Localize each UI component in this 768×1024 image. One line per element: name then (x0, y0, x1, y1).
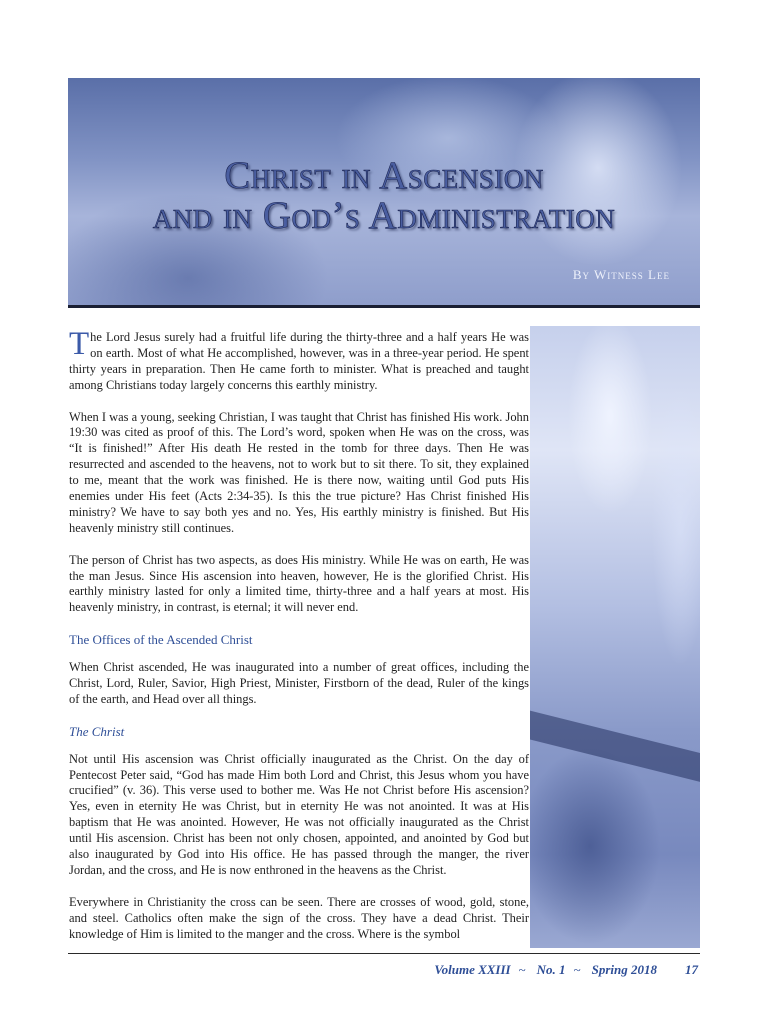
byline: By Witness Lee (572, 267, 670, 282)
section-heading: The Offices of the Ascended Christ (69, 632, 253, 648)
article-title-line1: Christ in Ascension (224, 154, 544, 197)
footer-volume: Volume XXIII (434, 962, 511, 977)
paragraph-5: Not until His ascension was Christ officially inaugurated as the Christ. On the day of Pentecost Peter said, “God has made Him both Lord and Christ, this Jesus whom you have crucified” (v. 36). This verse used to bother me. Was He not Christ before His ascension? Yes, even in eternity He was Christ, but in eternity He was not anointed. It was at His baptism that He was anointed. However, He was not officially inaugurated as the Christ until His ascension. Christ has been not only chosen, appointed, and anointed by God but also inaugurated by God into His office. He has passed through the manger, the river Jordan, and the cross, and He is now enthroned in the heavens as the Christ. (69, 751, 529, 877)
decorative-stripe (530, 707, 700, 792)
article-title-line2: and in God’s Administration (152, 194, 616, 237)
paragraph-1 (69, 326, 529, 394)
footer-season: Spring 2018 (591, 962, 657, 977)
page-footer (431, 962, 698, 978)
footer-rule (68, 953, 700, 954)
paragraph-6: Everywhere in Christianity the cross can be seen. There are crosses of wood, gold, stone, and steel. Catholics often make the sign of the cross. They have a dead Christ. Their knowledge of Him is limited to the manger and the cross. Where is the symbol (69, 894, 529, 941)
page-number: 17 (685, 962, 698, 977)
paragraph-3: The person of Christ has two aspects, as does His ministry. While He was on earth, He was the man Jesus. Since His ascension into heaven, however, He is the glorified Christ. His earthly ministry lasted for only a limited time, thirty-three and a half years at most. His heavenly ministry, in contrast, is eternal; it will never end. (69, 552, 529, 615)
header-banner (68, 78, 700, 308)
paragraph-2: When I was a young, seeking Christian, I was taught that Christ has finished His work. John 19:30 was cited as proof of this. The Lord’s word, spoken when He was on the cross, was “It is finished!” After His death He rested in the tomb for three days. Then He was resurrected and ascended to the heavens, not to work but to sit there. To sit, they explained to me, meant that the work was finished. He is there now, waiting until God puts His enemies under His feet (Acts 2:34-35). Is this the true picture? Has Christ finished His ministry? We have to say both yes and no. Yes, His earthly ministry is finished. But His heavenly ministry still continues. (69, 409, 529, 535)
footer-issue: No. 1 (536, 962, 566, 977)
decorative-side-image (530, 326, 700, 948)
footer-separator-1: ~ (518, 962, 526, 977)
drop-cap: T (69, 326, 90, 362)
footer-separator-2: ~ (573, 962, 581, 977)
article-body (69, 326, 529, 958)
paragraph-1-text: he Lord Jesus surely had a fruitful life during the thirty-three and a half years He was on earth. Most of what He accomplished, however, was in a three-year period. He spent thirty years in preparation. Then He came forth to minister. What is preached and taught among Christians today largely concerns this earthly ministry. (69, 330, 529, 392)
subsection-heading: The Christ (69, 723, 125, 739)
paragraph-4: When Christ ascended, He was inaugurated into a number of great offices, including the Christ, Lord, Ruler, Savior, High Priest, Minister, Firstborn of the dead, Ruler of the kings of the earth, and Head over all things. (69, 660, 529, 706)
